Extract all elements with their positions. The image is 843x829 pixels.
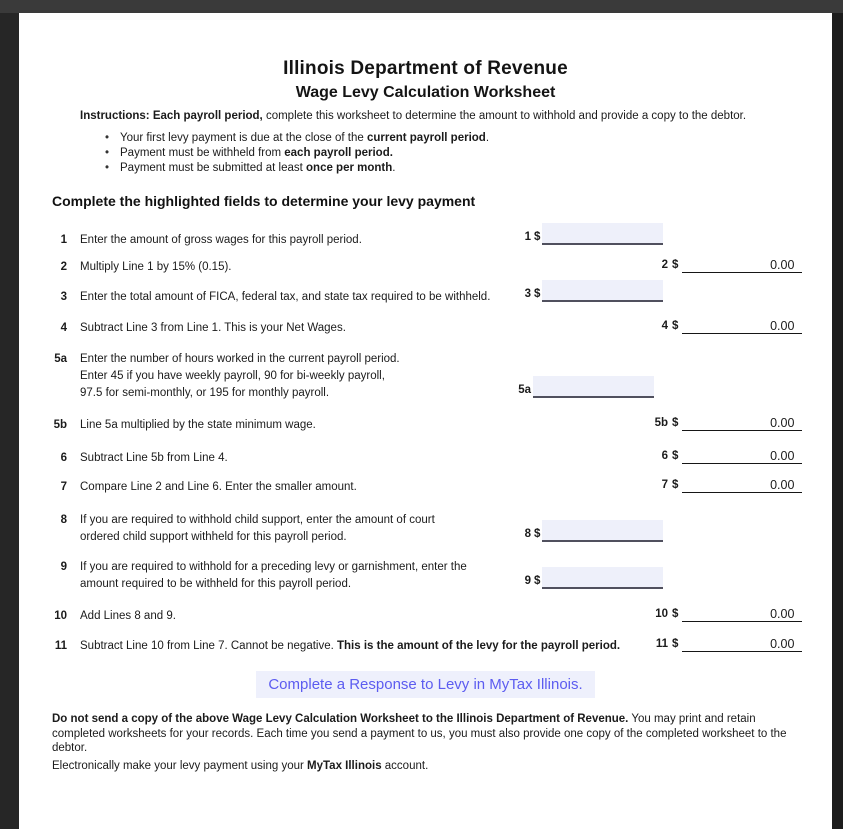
line-9-input-group (517, 567, 663, 589)
page-title: Illinois Department of Revenue (283, 58, 568, 79)
line-number: 3 (60, 291, 67, 303)
line-6-amount-group (634, 448, 802, 464)
instruction-bullet (105, 131, 489, 146)
line-8-input-group (517, 520, 663, 542)
link-row (19, 671, 832, 698)
page-subtitle: Wage Levy Calculation Worksheet (295, 84, 556, 101)
field-line-number: 6 (661, 450, 668, 462)
line-description: Line 5a multiplied by the state minimum wage. (80, 419, 316, 431)
viewer-top-chrome (0, 0, 843, 13)
field-line-number: 1 (524, 231, 531, 243)
line-3-input-group (517, 280, 663, 302)
bullet-text: Your first levy payment is due at the close of the current payroll period. (120, 132, 490, 144)
field-line-number: 2 (661, 259, 668, 271)
line-number: 8 (60, 514, 67, 526)
line-10-amount-group (634, 606, 802, 622)
line-description: Subtract Line 3 from Line 1. This is your Net Wages. (80, 322, 346, 334)
field-line-number: 3 (524, 288, 531, 300)
dollar-sign: $ (534, 288, 541, 300)
line-10-amount-value: 0.00 (682, 606, 802, 622)
bullet-dot: • (105, 162, 110, 174)
line-description: If you are required to withhold child support, enter the amount of court ordered child support withheld for this payroll period. (80, 514, 435, 543)
line-number: 2 (60, 261, 67, 273)
field-line-number: 11 (655, 638, 668, 650)
line-2-amount-value: 0.00 (682, 257, 802, 273)
line-1-input-group (517, 223, 663, 245)
field-line-number: 5a (518, 384, 531, 396)
footer-2-bold: MyTax Illinois (307, 760, 382, 772)
field-line-number: 10 (655, 608, 668, 620)
line-1-input-field[interactable] (542, 223, 663, 245)
line-number: 5b (53, 419, 67, 431)
section-heading: Complete the highlighted fields to determine your levy payment (52, 193, 476, 209)
bullet-text: Payment must be submitted at least once per month. (120, 162, 396, 174)
line-description: Enter the amount of gross wages for this payroll period. (80, 234, 362, 246)
footer-paragraph-1 (52, 712, 809, 756)
field-line-number: 7 (661, 479, 668, 491)
footer-1-rest: You may print and retain completed worksheets for your records. Each time you send a payment to us, you must also provide one copy of the completed worksheet to the debtor. (52, 713, 787, 754)
line-7-amount-group (634, 477, 802, 493)
line-5a-input-group (517, 376, 654, 398)
dollar-sign: $ (672, 320, 679, 332)
instructions-line (80, 110, 820, 122)
line-4-amount-group (634, 318, 802, 334)
footer-paragraph-2 (52, 760, 809, 772)
field-line-number: 8 (524, 528, 531, 540)
worksheet-page (19, 13, 832, 829)
line-3-input-field[interactable] (542, 280, 663, 302)
line-description: Subtract Line 10 from Line 7. Cannot be negative. This is the amount of the levy for the payroll period. (80, 640, 621, 652)
line-11-amount-value: 0.00 (682, 636, 802, 652)
line-description: Multiply Line 1 by 15% (0.15). (80, 261, 232, 273)
dollar-sign: $ (672, 450, 679, 462)
line-5a-input-field[interactable] (533, 376, 654, 398)
line-4-amount-value: 0.00 (682, 318, 802, 334)
instructions-bold: Instructions: Each payroll period, (80, 110, 263, 122)
line-number: 4 (60, 322, 67, 334)
line-number: 11 (54, 640, 67, 652)
line-7-amount-value: 0.00 (682, 477, 802, 493)
line-description: Enter the number of hours worked in the current payroll period. Enter 45 if you have weekly payroll, 90 for bi-weekly payroll, 97.5 for semi-monthly, or 195 for monthly payroll. (80, 353, 400, 399)
line-description: If you are required to withhold for a preceding levy or garnishment, enter the amount required to be withheld for this payroll period. (80, 561, 467, 590)
instructions-rest: complete this worksheet to determine the amount to withhold and provide a copy to the debtor. (262, 110, 747, 122)
line-5b-amount-value: 0.00 (682, 415, 802, 431)
dollar-sign: $ (672, 259, 679, 271)
line-description: Compare Line 2 and Line 6. Enter the smaller amount. (80, 481, 357, 493)
line-number: 1 (60, 234, 67, 246)
dollar-sign: $ (534, 231, 541, 243)
line-description: Enter the total amount of FICA, federal tax, and state tax required to be withheld. (80, 291, 491, 303)
instruction-bullets (105, 131, 489, 176)
instruction-bullet (105, 146, 489, 161)
footer-2-pre: Electronically make your levy payment using your (52, 760, 308, 772)
viewer-right-chrome (832, 13, 843, 829)
field-line-number: 9 (524, 575, 531, 587)
line-number: 10 (54, 610, 67, 622)
bullet-dot: • (105, 132, 110, 144)
dollar-sign: $ (672, 608, 679, 620)
dollar-sign: $ (534, 575, 541, 587)
field-line-number: 5b (654, 417, 668, 429)
line-number: 7 (60, 481, 67, 493)
field-line-number: 4 (661, 320, 668, 332)
dollar-sign: $ (672, 417, 679, 429)
footer-2-post: account. (381, 760, 429, 772)
bullet-dot: • (105, 147, 110, 159)
line-8-input-field[interactable] (542, 520, 663, 542)
instruction-bullet (105, 161, 489, 176)
line-11-amount-group (634, 636, 802, 652)
line-number: 5a (54, 353, 67, 365)
line-description: Add Lines 8 and 9. (80, 610, 176, 622)
line-number: 6 (60, 452, 67, 464)
footer-1-bold: Do not send a copy of the above Wage Levy Calculation Worksheet to the Illinois Department of Revenue. (52, 713, 629, 725)
line-2-amount-group (634, 257, 802, 273)
line-5b-amount-group (634, 415, 802, 431)
line-description: Subtract Line 5b from Line 4. (80, 452, 228, 464)
dollar-sign: $ (534, 528, 541, 540)
dollar-sign: $ (672, 638, 679, 650)
bullet-text: Payment must be withheld from each payroll period. (120, 147, 393, 159)
mytax-response-link[interactable]: Complete a Response to Levy in MyTax Illinois. (256, 671, 594, 698)
line-number: 9 (60, 561, 67, 573)
line-9-input-field[interactable] (542, 567, 663, 589)
dollar-sign: $ (672, 479, 679, 491)
line-6-amount-value: 0.00 (682, 448, 802, 464)
